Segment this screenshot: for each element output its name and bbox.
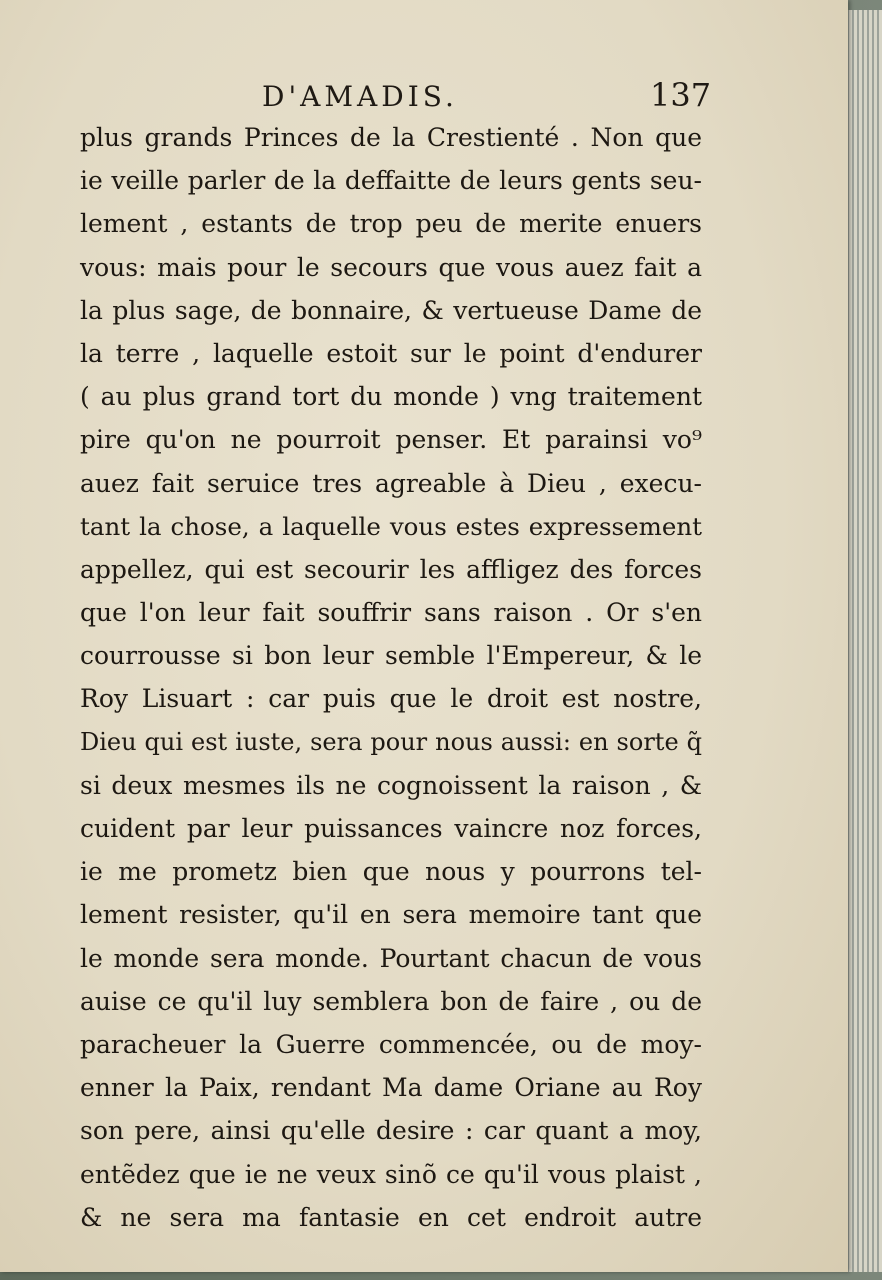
text-line: la plus sage, de bonnaire, & vertueuse Dame de xyxy=(80,295,702,325)
text-line: si deux mesmes ils ne cognoissent la raison , & xyxy=(80,770,702,800)
text-line: son pere, ainsi qu'elle desire : car quant a moy, xyxy=(80,1116,702,1146)
text-line: plus grands Princes de la Crestienté . Non que xyxy=(80,123,702,152)
text-line: vous: mais pour le secours que vous auez fait a xyxy=(80,252,702,282)
text-line: lement , estants de trop peu de merite enuers xyxy=(80,209,702,239)
running-head xyxy=(0,76,848,116)
text-line: auez fait seruice tres agreable à Dieu , execu- xyxy=(80,468,702,498)
text-line: Roy Lisuart : car puis que le droit est nostre, xyxy=(80,684,702,714)
text-line: & ne sera ma fantasie en cet endroit autre xyxy=(80,1202,702,1232)
running-title: D'AMADIS. xyxy=(262,80,458,113)
text-line: pire qu'on ne pourroit penser. Et parainsi vo⁹ xyxy=(80,425,702,455)
text-line: courrousse si bon leur semble l'Empereur, & le xyxy=(80,641,702,671)
text-line: cuident par leur puissances vaincre noz forces, xyxy=(80,814,702,843)
text-line: lement resister, qu'il en sera memoire tant que xyxy=(80,900,702,930)
text-line: enner la Paix, rendant Ma dame Oriane au Roy xyxy=(80,1073,702,1103)
text-line: ie me prometz bien que nous y pourrons tel- xyxy=(80,857,702,887)
text-line: ( au plus grand tort du monde ) vng traitement xyxy=(80,382,702,412)
page-number: 137 xyxy=(650,76,712,114)
text-line: la terre , laquelle estoit sur le point d'endurer xyxy=(80,338,702,368)
text-line: auise ce qu'il luy semblera bon de faire , ou de xyxy=(80,986,702,1016)
text-line: ie veille parler de la deffaitte de leurs gents seu- xyxy=(80,166,702,196)
text-line: tant la chose, a laquelle vous estes expressement xyxy=(80,511,702,541)
text-line: appellez, qui est secourir les affligez des forces xyxy=(80,554,702,584)
text-line: Dieu qui est iuste, sera pour nous aussi: en sorte q̃ xyxy=(80,727,702,756)
text-line: paracheuer la Guerre commencée, ou de moy- xyxy=(80,1029,702,1059)
body-text xyxy=(80,116,702,1239)
text-line: que l'on leur fait souffrir sans raison . Or s'en xyxy=(80,598,702,628)
text-line: entẽdez que ie ne veux sinõ ce qu'il vous plaist , xyxy=(80,1159,702,1189)
text-line: le monde sera monde. Pourtant chacun de vous xyxy=(80,943,702,973)
page-edge-stack xyxy=(843,10,882,1272)
